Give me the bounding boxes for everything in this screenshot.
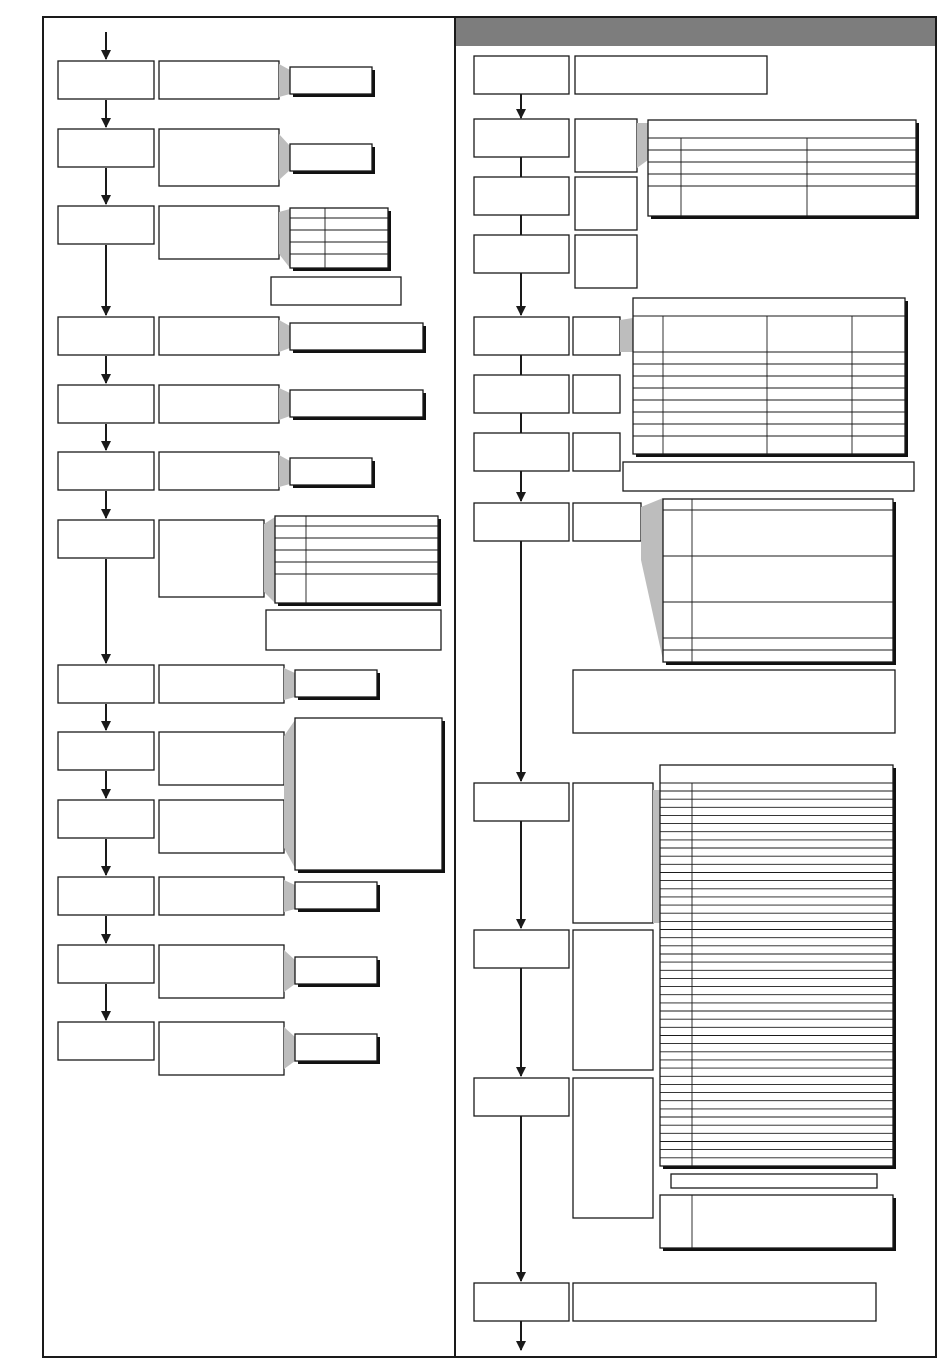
description-box — [573, 503, 641, 541]
callout-tab — [279, 134, 290, 180]
callout-tab — [620, 318, 633, 352]
callout-tab — [264, 517, 275, 603]
callout-tab — [284, 668, 295, 700]
step-box — [474, 1283, 569, 1321]
description-box — [159, 1022, 284, 1075]
description-box — [159, 317, 279, 355]
step-box — [58, 732, 154, 770]
callout-tab — [284, 880, 295, 912]
step-box — [474, 56, 569, 94]
option-box — [290, 323, 423, 350]
option-table — [648, 120, 916, 216]
option-box — [290, 67, 372, 94]
step-box — [474, 235, 569, 273]
step-box — [474, 375, 569, 413]
callout-tab — [641, 498, 663, 660]
callout-tab — [279, 455, 290, 487]
step-box — [58, 206, 154, 244]
description-box — [573, 1283, 876, 1321]
step-box — [58, 385, 154, 423]
step-box — [58, 129, 154, 167]
callout-tab — [279, 388, 290, 420]
step-box — [474, 930, 569, 968]
right-column-header-band — [456, 18, 935, 46]
description-box — [159, 385, 279, 423]
option-table-long — [660, 765, 893, 1166]
right-flow — [474, 56, 919, 1350]
step-box — [58, 665, 154, 703]
option-table — [275, 516, 438, 603]
callout-tab — [279, 320, 290, 352]
step-box — [474, 433, 569, 471]
step-box — [58, 945, 154, 983]
option-box — [295, 882, 377, 909]
step-box — [474, 783, 569, 821]
step-box — [58, 317, 154, 355]
description-box — [575, 235, 637, 288]
option-table — [290, 208, 388, 268]
description-box — [573, 317, 620, 355]
option-box — [290, 458, 372, 485]
step-box — [58, 61, 154, 99]
left-flow — [58, 32, 445, 1075]
option-table — [660, 1195, 893, 1248]
callout-tab — [653, 790, 660, 923]
description-box — [159, 520, 264, 597]
option-box — [295, 670, 377, 697]
step-box — [474, 177, 569, 215]
option-box — [290, 144, 372, 171]
option-box — [295, 1034, 377, 1061]
description-box — [159, 129, 279, 186]
description-box — [159, 452, 279, 490]
description-box — [159, 61, 279, 99]
description-box — [575, 56, 767, 94]
note-box — [573, 670, 895, 733]
description-box — [573, 1078, 653, 1218]
callout-tab — [284, 950, 295, 992]
description-box — [573, 433, 620, 471]
description-box — [159, 206, 279, 259]
description-box — [159, 945, 284, 998]
callout-tab — [279, 64, 290, 97]
callout-tab — [279, 209, 290, 268]
option-box — [295, 957, 377, 984]
callout-tab — [284, 1027, 295, 1069]
step-box — [58, 1022, 154, 1060]
callout-tab — [284, 720, 295, 868]
step-box — [58, 452, 154, 490]
step-box — [474, 503, 569, 541]
description-box — [159, 877, 284, 915]
description-box — [573, 783, 653, 923]
description-box — [573, 375, 620, 413]
step-box — [474, 119, 569, 157]
description-box — [573, 930, 653, 1070]
note-box — [271, 277, 401, 305]
description-box — [159, 665, 284, 703]
step-box — [58, 877, 154, 915]
step-box — [58, 520, 154, 558]
description-box — [575, 119, 637, 172]
note-box — [266, 610, 441, 650]
step-box — [58, 800, 154, 838]
callout-tab — [637, 123, 648, 168]
description-box — [159, 800, 284, 853]
step-box — [474, 1078, 569, 1116]
option-box-tall — [295, 718, 442, 870]
option-box — [290, 390, 423, 417]
description-box — [159, 732, 284, 785]
note-box — [671, 1174, 877, 1188]
description-box — [575, 177, 637, 230]
step-box — [474, 317, 569, 355]
note-box — [623, 462, 914, 491]
